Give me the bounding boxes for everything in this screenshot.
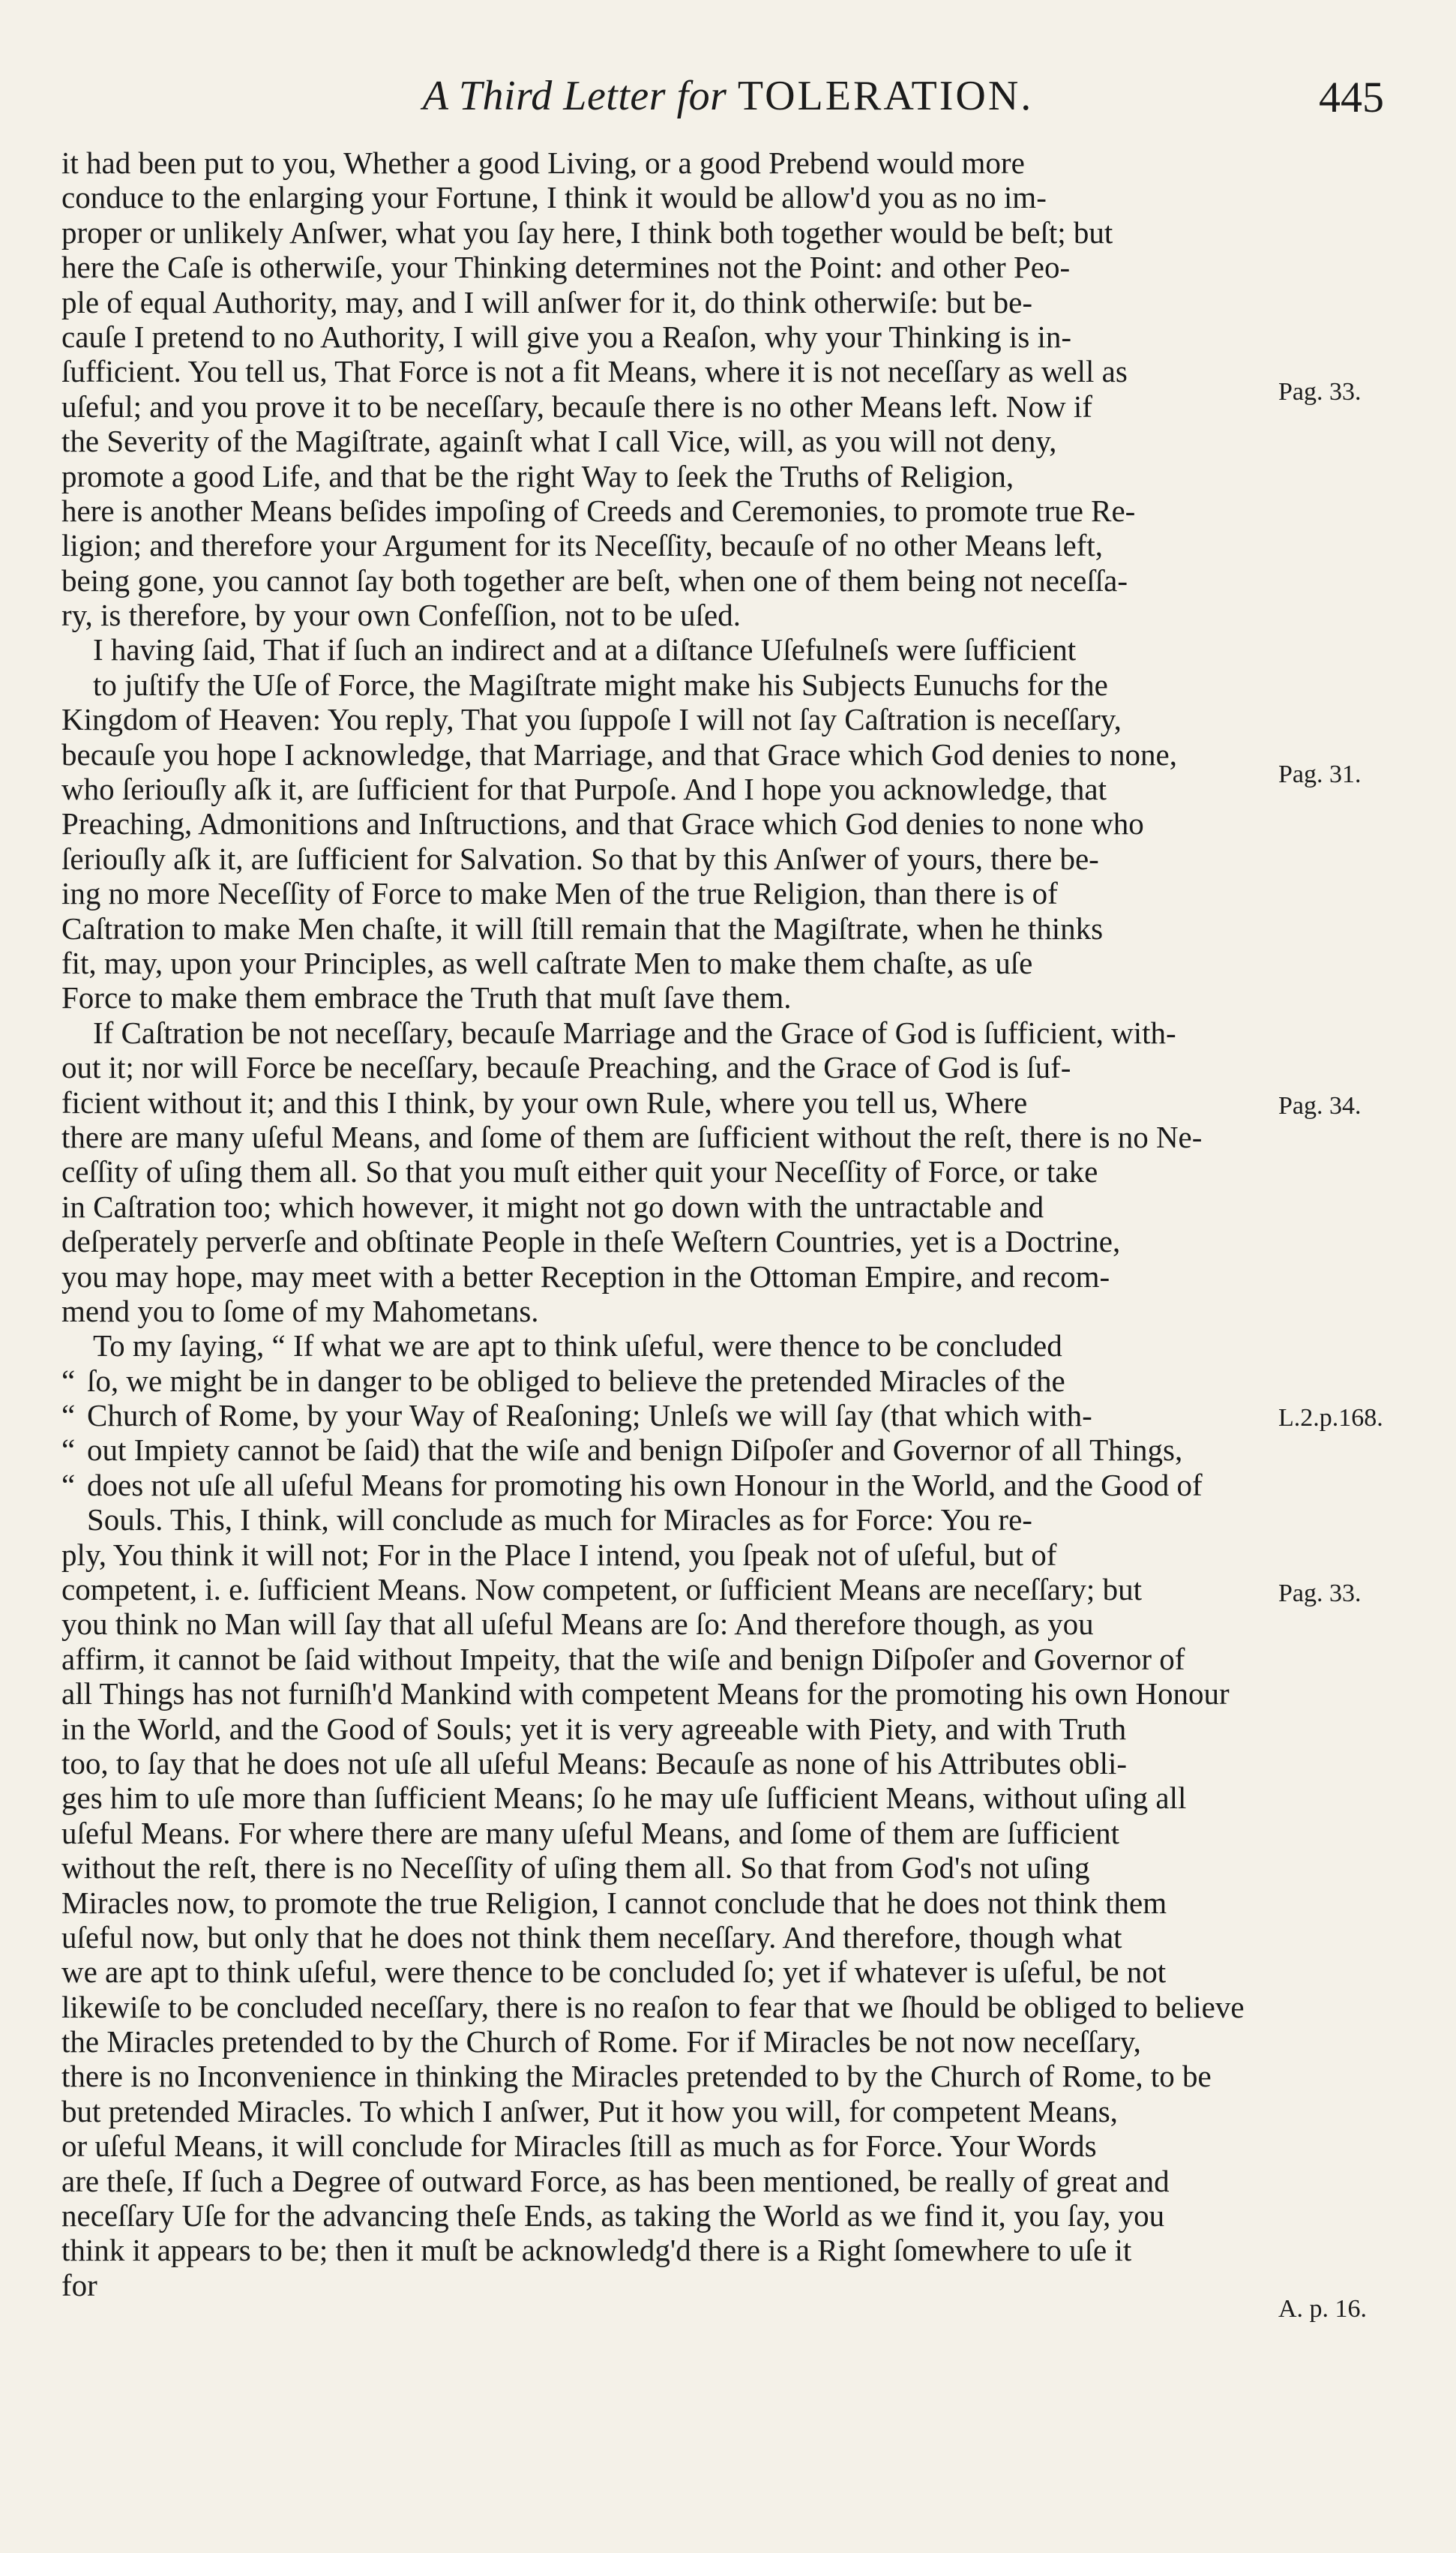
text-line: cauſe I pretend to no Authority, I will give you a Reaſon, why your Thinking is in-	[61, 319, 1072, 354]
text-line: ry, is therefore, by your own Confeſſion, not to be uſed.	[61, 598, 741, 633]
text-line: fit, may, upon your Principles, as well caſtrate Men to make them chaſte, as uſe	[61, 945, 1033, 980]
text-line: deſperately perverſe and obſtinate People in theſe Weſtern Countries, yet is a Doctrine,	[61, 1224, 1121, 1259]
quoted-line	[61, 1398, 1291, 1432]
margin-note: Pag. 34.	[1278, 1092, 1362, 1120]
running-header	[0, 72, 1456, 140]
text-line: Force to make them embrace the Truth that muſt ſave them.	[61, 980, 792, 1016]
quote-mark: “	[61, 1363, 76, 1398]
text-line: but pretended Miracles. To which I anſwer, Put it how you will, for competent Means,	[61, 2093, 1118, 2128]
text-line: ficient without it; and this I think, by your own Rule, where you tell us, Where	[61, 1084, 1028, 1120]
quoted-line	[61, 1364, 1291, 1398]
paragraph-start-line: If Caſtration be not neceſſary, becauſe Marriage and the Grace of God is ſufficient, with-	[93, 1015, 1176, 1050]
quoted-line: Souls. This, I think, will conclude as much for Miracles as for Force: You re-	[87, 1502, 1032, 1538]
quoted-text: ſo, we might be in danger to be obliged to believe the pretended Miracles of the	[87, 1363, 1065, 1398]
quoted-text: out Impiety cannot be ſaid) that the wiſe and benign Diſpoſer and Governor of all Things,	[87, 1432, 1183, 1468]
text-line: competent, i. e. ſufficient Means. Now competent, or ſufficient Means are neceſſary; but	[61, 1572, 1142, 1607]
paragraph-start-line: I having ſaid, That if ſuch an indirect and at a diſtance Uſefulneſs were ſufficient	[93, 632, 1077, 668]
text-line: ing no more Neceſſity of Force to make Men of the true Religion, than there is of	[61, 876, 1058, 911]
text-line: affirm, it cannot be ſaid without Impeity, that the wiſe and benign Diſpoſer and Governor of	[61, 1641, 1185, 1676]
text-line: in the World, and the Good of Souls; yet it is very agreeable with Piety, and with Truth	[61, 1711, 1127, 1746]
text-line: ſufficient. You tell us, That Force is not a fit Means, where it is not neceſſary as well as	[61, 354, 1128, 389]
text-line: there is no Inconvenience in thinking the Miracles pretended to by the Church of Rome, to be	[61, 2059, 1212, 2094]
text-line: promote a good Life, and that be the right Way to ſeek the Truths of Religion,	[61, 458, 1014, 494]
text-line: uſeful; and you prove it to be neceſſary, becauſe there is no other Means left. Now if	[61, 388, 1092, 424]
quote-mark: “	[61, 1467, 76, 1502]
text-line: ſeriouſly aſk it, are ſufficient for Salvation. So that by this Anſwer of yours, there be-	[61, 841, 1099, 876]
text-line: ceſſity of uſing them all. So that you muſt either quit your Neceſſity of Force, or take	[61, 1154, 1098, 1190]
quoted-line	[61, 1468, 1291, 1502]
margin-note: Pag. 33.	[1278, 1580, 1362, 1607]
quoted-line	[61, 1432, 1291, 1467]
text-line: ges him to uſe more than ſufficient Means; ſo he may uſe ſufficient Means, without uſing all	[61, 1780, 1187, 1816]
title-caps: TOLERATION.	[737, 73, 1034, 119]
text-line: too, to ſay that he does not uſe all uſeful Means: Becauſe as none of his Attributes obli-	[61, 1745, 1128, 1780]
text-line: you may hope, may meet with a better Reception in the Ottoman Empire, and recom-	[61, 1258, 1110, 1294]
text-line: in Caſtration too; which however, it might not go down with the untractable and	[61, 1189, 1044, 1224]
text-line: out it; nor will Force be neceſſary, becauſe Preaching, and the Grace of God is ſuf-	[61, 1050, 1071, 1085]
paragraph-start-line: To my ſaying, “ If what we are apt to think uſeful, were thence to be concluded	[93, 1328, 1062, 1364]
text-line: we are apt to think uſeful, were thence to be concluded ſo; yet if whatever is uſeful, be not	[61, 1954, 1167, 1990]
quote-mark: “	[61, 1398, 76, 1433]
text-line: you think no Man will ſay that all uſeful Means are ſo: And therefore though, as you	[61, 1606, 1094, 1642]
catchword	[61, 2302, 1291, 2337]
text-line: think it appears to be; then it muſt be acknowledg'd there is a Right ſomewhere to uſe it	[61, 2233, 1132, 2268]
text-line: there are many uſeful Means, and ſome of them are ſufficient without the reſt, there is no Ne-	[61, 1119, 1203, 1154]
text-line: neceſſary Uſe for the advancing theſe Ends, as taking the World as we find it, you ſay, you	[61, 2198, 1165, 2234]
text-line: becauſe you hope I acknowledge, that Marriage, and that Grace which God denies to none,	[61, 736, 1177, 772]
text-line: without the reſt, there is no Neceſſity of uſing them all. So that from God's not uſing	[61, 1850, 1090, 1886]
quoted-text: does not uſe all uſeful Means for promoting his own Honour in the World, and the Good of	[87, 1467, 1203, 1502]
page-number: 445	[1319, 73, 1384, 122]
text-line: are theſe, If ſuch a Degree of outward Force, as has been mentioned, be really of great and	[61, 2163, 1170, 2198]
margin-note: A. p. 16.	[1278, 2295, 1368, 2323]
title-italic: A Third Letter for	[422, 73, 727, 119]
text-line: Kingdom of Heaven: You reply, That you ſuppoſe I will not ſay Caſtration is neceſſary,	[61, 702, 1122, 737]
text-line: being gone, you cannot ſay both together are beſt, when one of them being not neceſſa-	[61, 562, 1128, 598]
text-line: here is another Means beſides impoſing of Creeds and Ceremonies, to promote true Re-	[61, 493, 1136, 528]
text-line: who ſeriouſly aſk it, are ſufficient for that Purpoſe. And I hope you acknowledge, that	[61, 772, 1107, 807]
text-line: it had been put to you, Whether a good Living, or a good Prebend would more	[61, 146, 1025, 180]
text-line: ligion; and therefore your Argument for its Neceſſity, becauſe of no other Means left,	[61, 528, 1104, 563]
text-line: all Things has not furniſh'd Mankind with competent Means for the promoting his own Honour	[61, 1676, 1230, 1712]
text-line: proper or unlikely Anſwer, what you ſay here, I think both together would be beſt; but	[61, 214, 1113, 250]
text-line: or uſeful Means, it will conclude for Miracles ſtill as much as for Force. Your Words	[61, 2128, 1097, 2164]
text-line: uſeful now, but only that he does not think them neceſſary. And therefore, though what	[61, 1919, 1122, 1954]
text-line: here the Caſe is otherwiſe, your Thinking determines not the Point: and other Peo-	[61, 250, 1071, 285]
text-line: ply, You think it will not; For in the Place I intend, you ſpeak not of uſeful, but of	[61, 1537, 1057, 1572]
text-line: mend you to ſome of my Mahometans.	[61, 1293, 539, 1328]
text-line: likewiſe to be concluded neceſſary, there is no reaſon to fear that we ſhould be obliged to believe	[61, 1989, 1245, 2024]
text-line: for	[61, 2267, 97, 2302]
text-line: to juſtify the Uſe of Force, the Magiſtrate might make his Subjects Eunuchs for the	[93, 667, 1108, 702]
quote-mark: “	[61, 1432, 76, 1468]
body-text	[61, 146, 1291, 2338]
text-line: the Severity of the Magiſtrate, againſt what I call Vice, will, as you will not deny,	[61, 424, 1057, 459]
text-line: the Miracles pretended to by the Church of Rome. For if Miracles be not now neceſſary,	[61, 2024, 1141, 2060]
text-line: Miracles now, to promote the true Religion, I cannot conclude that he does not think them	[61, 1885, 1167, 1920]
text-line: uſeful Means. For where there are many uſeful Means, and ſome of them are ſufficient	[61, 1815, 1119, 1850]
text-line: Preaching, Admonitions and Inſtructions, and that Grace which God denies to none who	[61, 806, 1144, 842]
text-line: ple of equal Authority, may, and I will anſwer for it, do think otherwiſe: but be-	[61, 284, 1032, 320]
text-line: conduce to the enlarging your Fortune, I think it would be allow'd you as no im-	[61, 180, 1047, 215]
margin-note: L.2.p.168.	[1278, 1404, 1383, 1432]
margin-note: Pag. 31.	[1278, 760, 1362, 788]
running-title	[0, 72, 1456, 120]
quoted-text: Church of Rome, by your Way of Reaſoning; Unleſs we will ſay (that which with-	[87, 1398, 1092, 1433]
text-line: Caſtration to make Men chaſte, it will ſtill remain that the Magiſtrate, when he thinks	[61, 910, 1104, 946]
margin-note: Pag. 33.	[1278, 378, 1362, 406]
